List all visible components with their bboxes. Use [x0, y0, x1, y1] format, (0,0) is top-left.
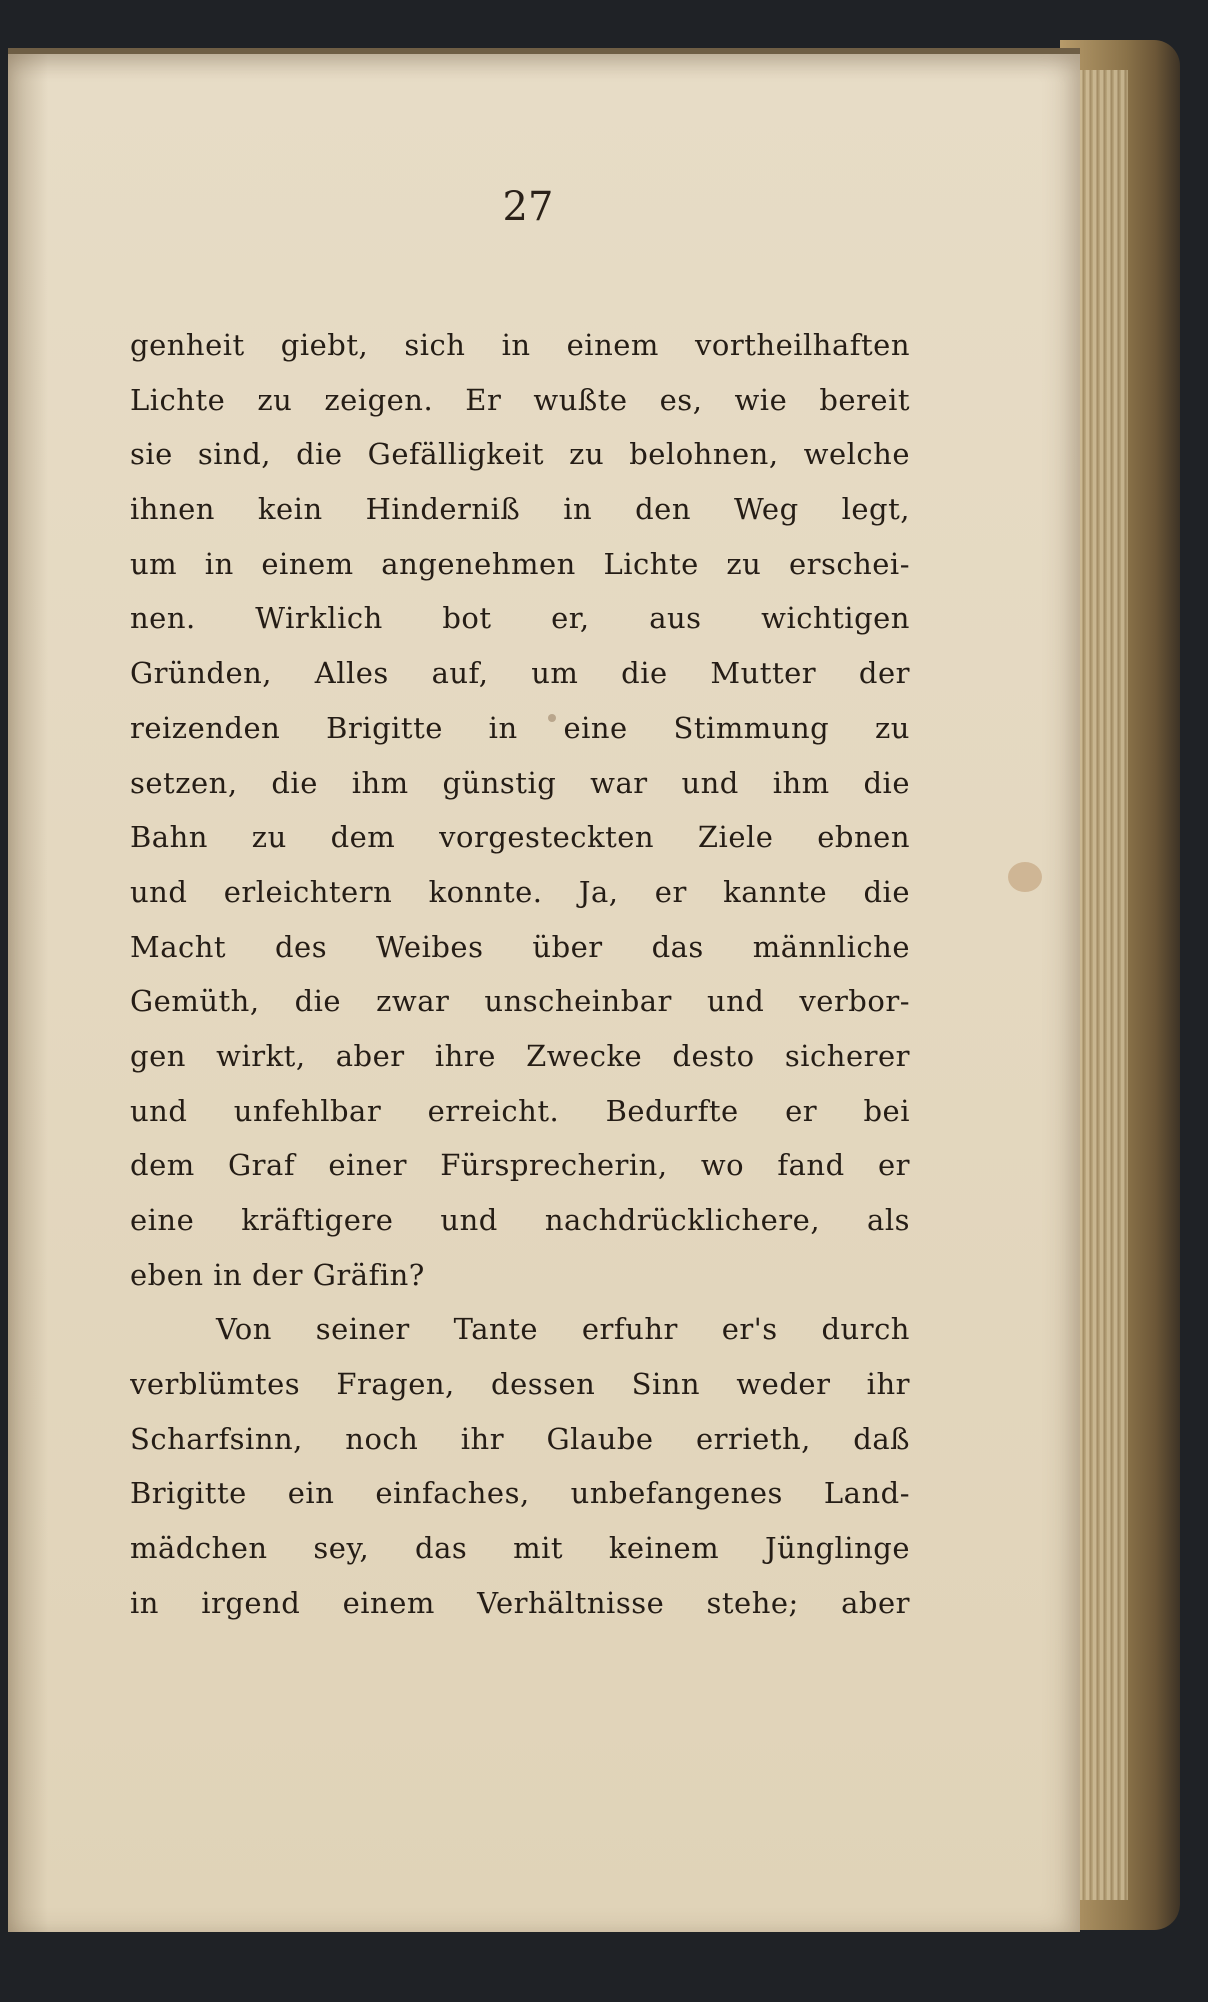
text-line: genheit giebt, sich in einem vortheilhaften: [130, 328, 910, 362]
text-line: Gemüth, die zwar unscheinbar und verbor-: [130, 984, 910, 1019]
text-line: sie sind, die Gefälligkeit zu belohnen, welche: [130, 437, 910, 472]
text-line: dem Graf einer Fürsprecherin, wo fand er: [130, 1148, 910, 1183]
text-line: in irgend einem Verhältnisse stehe; aber: [130, 1585, 910, 1620]
page-gutter-shadow: [8, 54, 48, 1932]
text-line: und erleichtern konnte. Ja, er kannte die: [130, 874, 910, 909]
page-text: [130, 318, 910, 1631]
text-line: Brigitte ein einfaches, unbefangenes Land-: [130, 1476, 910, 1511]
text-line: setzen, die ihm günstig war und ihm die: [130, 765, 910, 800]
foxing-stain: [1008, 862, 1042, 892]
text-line: reizenden Brigitte in eine Stimmung zu: [130, 710, 910, 745]
text-line: und unfehlbar erreicht. Bedurfte er bei: [130, 1093, 910, 1128]
text-line: gen wirkt, aber ihre Zwecke desto sicherer: [130, 1038, 910, 1073]
text-line: verblümtes Fragen, dessen Sinn weder ihr: [130, 1367, 910, 1402]
text-line: ihnen kein Hinderniß in den Weg legt,: [130, 492, 910, 527]
text-line: Macht des Weibes über das männliche: [130, 929, 910, 964]
text-line: um in einem angenehmen Lichte zu erschei-: [130, 546, 910, 581]
text-line: Scharfsinn, noch ihr Glaube errieth, daß: [130, 1421, 910, 1456]
text-line: mädchen sey, das mit keinem Jünglinge: [130, 1531, 910, 1566]
page-number: 27: [502, 184, 554, 230]
text-line: Lichte zu zeigen. Er wußte es, wie bereit: [130, 382, 910, 417]
text-line-paragraph-start: Von seiner Tante erfuhr er's durch: [216, 1312, 910, 1347]
text-line: Bahn zu dem vorgesteckten Ziele ebnen: [130, 820, 910, 855]
text-line: Gründen, Alles auf, um die Mutter der: [130, 656, 910, 691]
text-line: eine kräftigere und nachdrücklichere, als: [130, 1203, 910, 1237]
text-line: nen. Wirklich bot er, aus wichtigen: [130, 601, 910, 636]
text-line: eben in der Gräfin?: [130, 1257, 425, 1292]
